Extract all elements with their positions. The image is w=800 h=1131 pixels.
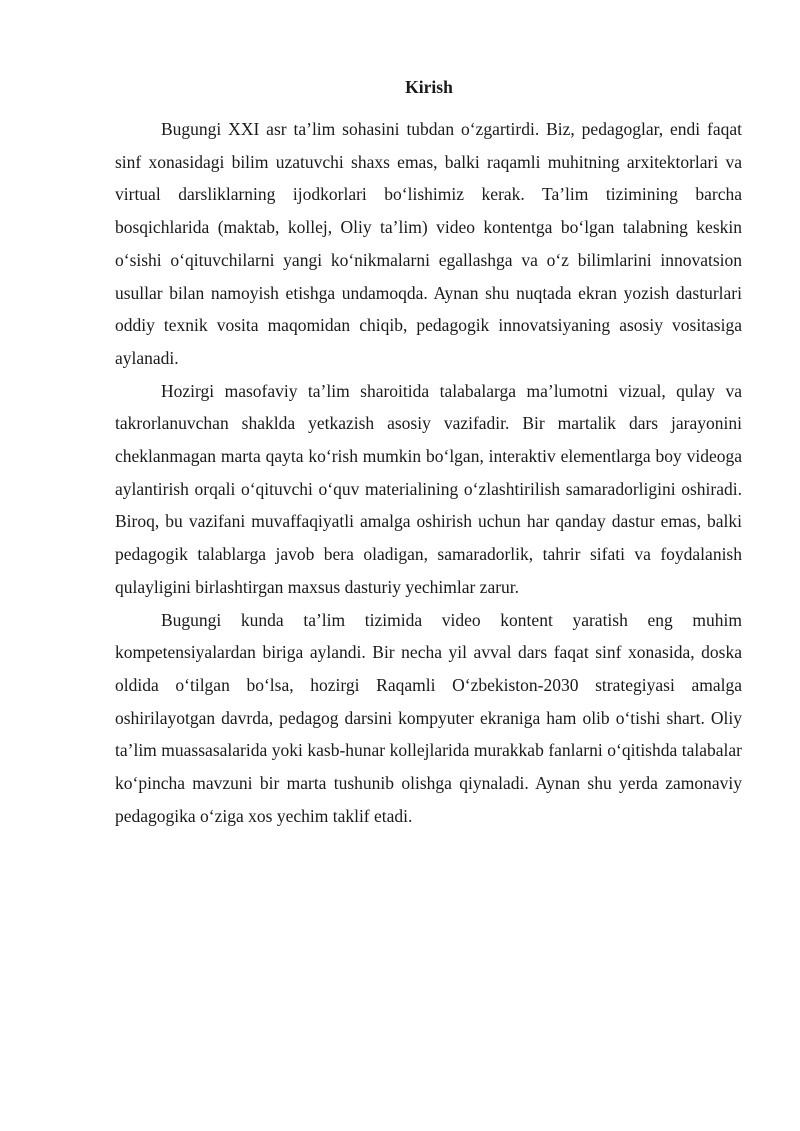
paragraph-2: Hozirgi masofaviy ta’lim sharoitida talabalarga ma’lumotni vizual, qulay va takrorlanuvchan shaklda yetkazish asosiy vazifadir. Bir martalik dars jarayonini cheklanmagan marta qayta ko‘rish mumkin bo‘lgan, interaktiv elementlarga boy videoga aylantirish orqali o‘qituvchi o‘quv materialining o‘zlashtirilish samaradorligini oshiradi. Biroq, bu vazifani muvaffaqiyatli amalga oshirish uchun har qanday dastur emas, balki pedagogik talablarga javob bera oladigan, samaradorlik, tahrir sifati va foydalanish qulayligini birlashtirgan maxsus dasturiy yechimlar zarur.	[115, 380, 742, 597]
page-title: Kirish	[405, 77, 453, 97]
document-body	[115, 113, 742, 832]
paragraph-1: Bugungi XXI asr ta’lim sohasini tubdan o‘zgartirdi. Biz, pedagoglar, endi faqat sinf xonasidagi bilim uzatuvchi shaxs emas, balki raqamli muhitning arxitektorlari va virtual darsliklarning ijodkorlari bo‘lishimiz kerak. Ta’lim tizimining barcha bosqichlarida (maktab, kollej, Oliy ta’lim) video kontentga bo‘lgan talabning keskin o‘sishi o‘qituvchilarni yangi ko‘nikmalarni egallashga va o‘z bilimlarini innovatsion usullar bilan namoyish etishga undamoqda. Aynan shu nuqtada ekran yozish dasturlari oddiy texnik vosita maqomidan chiqib, pedagogik innovatsiyaning asosiy vositasiga aylanadi.	[115, 119, 742, 368]
paragraph-3: Bugungi kunda ta’lim tizimida video kontent yaratish eng muhim kompetensiyalardan biriga aylandi. Bir necha yil avval dars faqat sinf xonasida, doska oldida o‘tilgan bo‘lsa, hozirgi Raqamli O‘zbekiston-2030 strategiyasi amalga oshirilayotgan davrda, pedagog darsini kompyuter ekraniga ham olib o‘tishi shart. Oliy ta’lim muassasalarida yoki kasb-hunar kollejlarida murakkab fanlarni o‘qitishda talabalar ko‘pincha mavzuni bir marta tushunib olishga qiynaladi. Aynan shu yerda zamonaviy pedagogika o‘ziga xos yechim taklif etadi.	[115, 609, 742, 826]
